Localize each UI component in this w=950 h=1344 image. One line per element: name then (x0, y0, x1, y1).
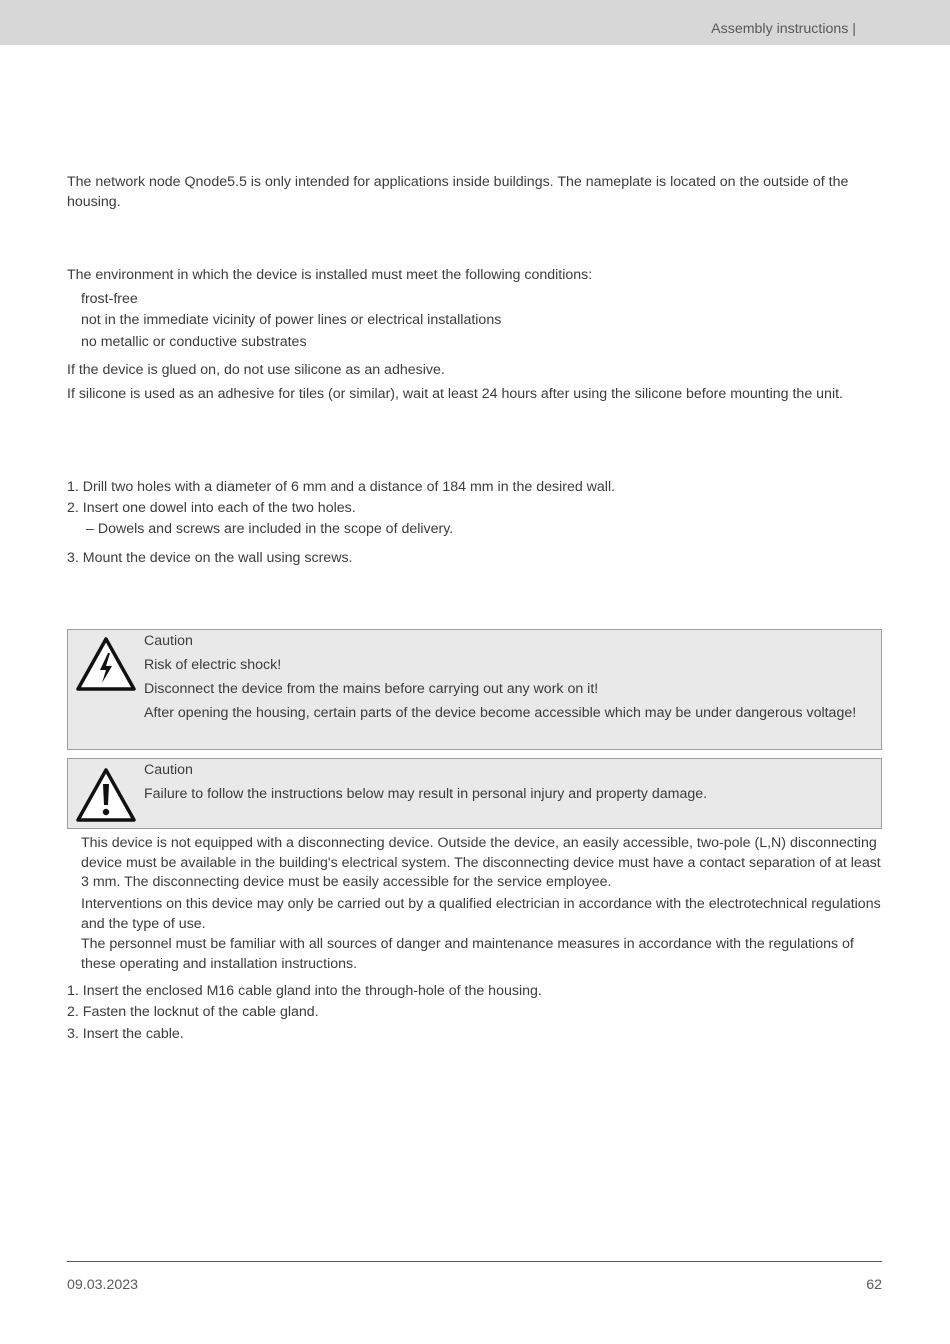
intro-paragraph: The network node Qnode5.5 is only intended for applications inside buildings. The nameplate is located on the outside of the housing. (67, 174, 849, 210)
caution-line: Disconnect the device from the mains before carrying out any work on it! (144, 681, 599, 697)
adhesive-note: If the device is glued on, do not use silicone as an adhesive. (67, 362, 445, 378)
running-header-title: Assembly instructions | (711, 21, 856, 37)
mounting-step: 2. Insert one dowel into each of the two holes. (67, 500, 356, 516)
caution-electric-shock-box (67, 629, 882, 750)
caution-title: Caution (144, 633, 193, 649)
mounting-step: 1. Drill two holes with a diameter of 6 mm and a distance of 184 mm in the desired wall. (67, 479, 616, 495)
caution-general-box (67, 758, 882, 829)
electrician-paragraph: Interventions on this device may only be carried out by a qualified electrician in accordance with the electrotechnical regulations and the type of use. (81, 896, 881, 932)
footer-date: 09.03.2023 (67, 1277, 139, 1293)
caution-line: Risk of electric shock! (144, 657, 282, 673)
mounting-subnote: – Dowels and screws are included in the scope of delivery. (86, 521, 454, 537)
cable-step: 3. Insert the cable. (67, 1026, 184, 1042)
cable-step: 2. Fasten the locknut of the cable gland. (67, 1004, 319, 1020)
condition-item: frost-free (81, 291, 138, 307)
page-number: 62 (866, 1277, 882, 1293)
cable-step: 1. Insert the enclosed M16 cable gland into the through-hole of the housing. (67, 983, 542, 999)
caution-line: After opening the housing, certain parts of the device become accessible which may be under dangerous voltage! (144, 705, 857, 721)
disconnect-paragraph: This device is not equipped with a disconnecting device. Outside the device, an easily accessible, two-pole (L,N) disconnecting device must be available in the building's electrical system. The disconnecting device must have a contact separation of at least 3 mm. The disconnecting device must be easily accessible for the service employee. (81, 835, 881, 890)
caution-title: Caution (144, 762, 193, 778)
silicone-note: If silicone is used as an adhesive for tiles (or similar), wait at least 24 hours after using the silicone before mounting the unit. (67, 386, 843, 402)
condition-item: no metallic or conductive substrates (81, 334, 307, 350)
condition-item: not in the immediate vicinity of power lines or electrical installations (81, 312, 502, 328)
personnel-paragraph: The personnel must be familiar with all sources of danger and maintenance measures in accordance with the regulations of these operating and installation instructions. (81, 936, 854, 972)
caution-line: Failure to follow the instructions below may result in personal injury and property damage. (144, 786, 708, 802)
footer-divider (67, 1261, 882, 1262)
general-warning-icon (75, 767, 137, 823)
environment-lead: The environment in which the device is installed must meet the following conditions: (67, 267, 593, 283)
electric-shock-warning-icon (75, 636, 137, 692)
mounting-step: 3. Mount the device on the wall using screws. (67, 550, 353, 566)
